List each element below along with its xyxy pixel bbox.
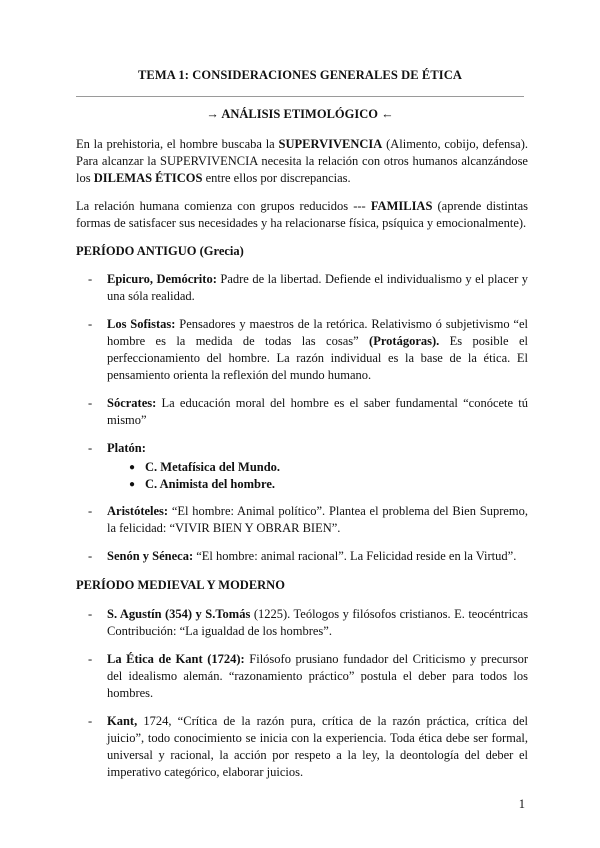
- item-term: Platón:: [107, 441, 146, 455]
- document-body: [76, 136, 528, 781]
- text-run: (Alimento, cobijo, defensa). Para alcanzar la SUPERVIVENCIA necesita la relación con otros humanos alcanzándose los: [76, 137, 528, 185]
- item-text: La educación moral del hombre es el saber fundamental “conócete tú mismo”: [107, 396, 528, 427]
- list-item-aristoteles: [76, 503, 528, 537]
- page-number: 1: [518, 797, 525, 811]
- list-periodo-antiguo: [76, 271, 528, 565]
- item-text: “El hombre: animal racional”. La Felicidad reside en la Virtud”.: [193, 549, 517, 563]
- list-item-platon: [76, 440, 528, 493]
- item-term: Sócrates:: [107, 396, 157, 410]
- intro-paragraph-2: [76, 198, 528, 232]
- item-term: (Protágoras).: [369, 334, 440, 348]
- sublist-item: ● C. Animista del hombre.: [107, 476, 528, 493]
- list-item-kant: [76, 713, 528, 781]
- bold-term: SUPERVIVENCIA: [278, 137, 383, 151]
- list-item-etica-kant: [76, 651, 528, 702]
- list-item-agustin-tomas: [76, 606, 528, 640]
- list-item-epicuro: [76, 271, 528, 305]
- bold-term: FAMILIAS: [370, 199, 433, 213]
- list-item-sofistas: [76, 316, 528, 384]
- item-term: La Ética de Kant (1724):: [107, 652, 245, 666]
- list-item-senon-seneca: [76, 548, 528, 565]
- item-term: S. Agustín (354) y S.Tomás: [107, 607, 251, 621]
- text-run: entre ellos por discrepancias.: [202, 171, 351, 185]
- item-term: Epicuro, Demócrito:: [107, 272, 217, 286]
- platon-sublist: [107, 459, 528, 493]
- list-periodo-medieval: [76, 606, 528, 781]
- title-divider: [76, 96, 524, 97]
- item-term: Senón y Séneca:: [107, 549, 194, 563]
- item-text: Filósofo prusiano fundador del Criticismo y precursor del idealismo alemán. “razonamiento práctico” postula el deber para todos los hombres.: [107, 652, 529, 700]
- document-title: TEMA 1: CONSIDERACIONES GENERALES DE ÉTICA: [137, 68, 463, 82]
- text-run: La relación humana comienza con grupos reducidos ---: [76, 199, 371, 213]
- bold-term: DILEMAS ÉTICOS: [93, 171, 203, 185]
- item-text: Pensadores y maestros de la retórica. Relativismo ó subjetivismo “el hombre es la medida de todas las cosas”: [107, 317, 529, 348]
- item-text: Es posible el perfeccionamiento del hombre. La razón individual es la base de la ética. El pensamiento orienta la reflexión del mundo humano.: [107, 334, 528, 382]
- heading-periodo-antiguo: PERÍODO ANTIGUO (Grecia): [76, 244, 244, 258]
- item-text: Padre de la libertad. Defiende el individualismo y el placer y una sóla realidad.: [107, 272, 528, 303]
- section-subtitle: → ANÁLISIS ETIMOLÓGICO ←: [206, 107, 394, 121]
- item-term: Aristóteles:: [107, 504, 169, 518]
- text-run: (aprende distintas formas de satisfacer sus necesidades y ha relacionarse física, psíquica y emocionalmente).: [76, 199, 529, 230]
- sublist-item: ● C. Metafísica del Mundo.: [107, 459, 528, 476]
- list-item-socrates: [76, 395, 528, 429]
- text-run: En la prehistoria, el hombre buscaba la: [76, 137, 279, 151]
- intro-paragraph-1: [76, 136, 528, 187]
- item-term: Los Sofistas:: [107, 317, 176, 331]
- item-term: Kant,: [107, 714, 138, 728]
- item-text: (1225). Teólogos y filósofos cristianos. E. teocéntricas Contribución: “La igualdad de los hombres”.: [107, 607, 529, 638]
- heading-periodo-medieval: PERÍODO MEDIEVAL Y MODERNO: [76, 578, 285, 592]
- item-text: “El hombre: Animal político”. Plantea el problema del Bien Supremo, la felicidad: “VIVIR BIEN Y OBRAR BIEN”.: [107, 504, 528, 535]
- item-text: 1724, “Crítica de la razón pura, crítica de la razón práctica, crítica del juicio”, todo conocimiento se inicia con la experiencia. Toda ética debe ser formal, universal y racional, la acción por respeto a la ley, la deontología del deber el imperativo categórico, elaborar juicios.: [107, 714, 528, 779]
